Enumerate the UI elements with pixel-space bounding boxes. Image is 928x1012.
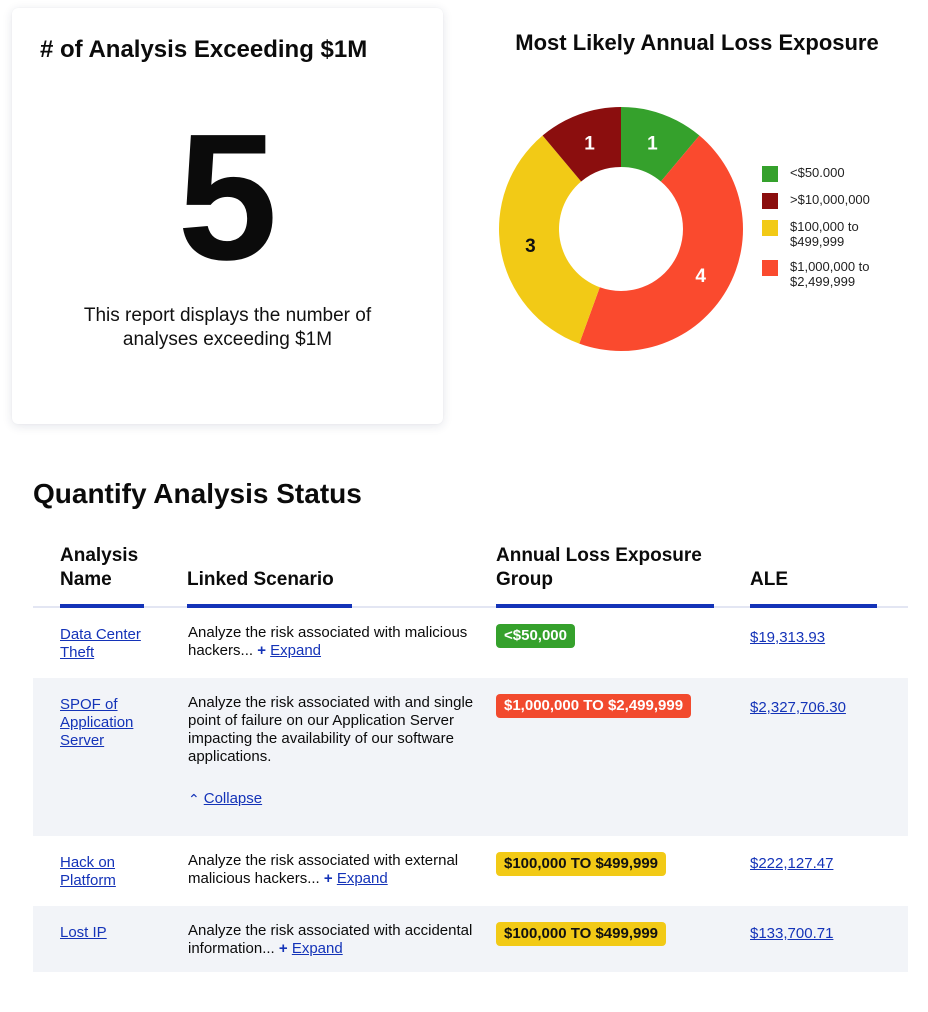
analysis-name-link[interactable]: Lost IP: [60, 924, 107, 941]
linked-scenario: [188, 694, 483, 808]
legend-swatch: [762, 220, 778, 236]
ale-link[interactable]: $2,327,706.30: [750, 699, 846, 716]
table-row: [33, 906, 908, 972]
ale-link[interactable]: $19,313.93: [750, 629, 826, 646]
linked-scenario: [188, 624, 483, 660]
analysis-name-link[interactable]: SPOF of Application Server: [60, 696, 134, 749]
legend-label: $100,000 to $499,999: [790, 219, 859, 249]
status-badge: <$50,000: [496, 624, 575, 648]
column-header-linked-scenario[interactable]: Linked Scenario: [187, 568, 352, 606]
slice-value-label: 1: [584, 133, 595, 155]
table-row: [33, 836, 908, 906]
legend-label: $1,000,000 to $2,499,999: [790, 259, 870, 289]
legend-item: [762, 219, 902, 249]
legend-label: <$50.000: [790, 165, 845, 180]
column-header-ale-group[interactable]: Annual Loss Exposure Group: [496, 544, 714, 606]
status-badge: $100,000 TO $499,999: [496, 922, 666, 946]
table-row: [33, 678, 908, 836]
legend-swatch: [762, 260, 778, 276]
status-badge: $1,000,000 TO $2,499,999: [496, 694, 691, 718]
column-header-analysis-name[interactable]: Analysis Name: [60, 544, 144, 606]
expand-link[interactable]: Expand: [270, 642, 322, 659]
ale-link[interactable]: $222,127.47: [750, 855, 834, 872]
legend-item: [762, 192, 902, 209]
linked-scenario: [188, 922, 483, 958]
chart-legend: [762, 165, 902, 299]
card-description: This report displays the number of analyses exceeding $1M: [83, 305, 372, 350]
plus-icon: +: [257, 642, 266, 659]
legend-item: [762, 259, 902, 289]
analysis-status-table: [33, 540, 908, 972]
section-title: Quantify Analysis Status: [33, 478, 362, 509]
summary-card: [12, 8, 443, 424]
expand-link[interactable]: Expand: [291, 940, 343, 957]
collapse-link[interactable]: Collapse: [203, 790, 263, 807]
scenario-text: Analyze the risk associated with external malicious hackers...: [188, 852, 459, 887]
scenario-text: Analyze the risk associated with accidental information...: [188, 922, 473, 957]
analysis-name-link[interactable]: Data Center Theft: [60, 626, 141, 661]
scenario-text: Analyze the risk associated with malicious hackers...: [188, 624, 468, 659]
analysis-name-link[interactable]: Hack on Platform: [60, 854, 116, 889]
plus-icon: +: [323, 870, 333, 887]
scenario-text: Analyze the risk associated with and single point of failure on our Application Server impacting the availability of our software applications.: [188, 694, 474, 765]
linked-scenario: [188, 852, 483, 888]
chart-title: Most Likely Annual Loss Exposure: [515, 30, 879, 55]
donut-chart: [496, 104, 746, 354]
plus-icon: +: [278, 940, 288, 957]
legend-swatch: [762, 193, 778, 209]
slice-value-label: 4: [695, 266, 706, 287]
expand-link[interactable]: Expand: [336, 870, 388, 887]
slice-value-label: 3: [525, 235, 536, 257]
table-row: [33, 608, 908, 678]
legend-swatch: [762, 166, 778, 182]
legend-label: >$10,000,000: [790, 192, 870, 207]
chevron-up-icon: ⌃: [188, 791, 200, 807]
table-header: [33, 540, 908, 608]
ale-link[interactable]: $133,700.71: [750, 925, 834, 942]
collapse-toggle[interactable]: [188, 790, 483, 808]
legend-item: [762, 165, 902, 182]
status-badge: $100,000 TO $499,999: [496, 852, 666, 876]
column-header-ale[interactable]: ALE: [750, 568, 877, 606]
slice-value-label: 1: [647, 133, 658, 155]
analysis-count: 5: [177, 97, 278, 298]
card-title: # of Analysis Exceeding $1M: [40, 36, 368, 63]
